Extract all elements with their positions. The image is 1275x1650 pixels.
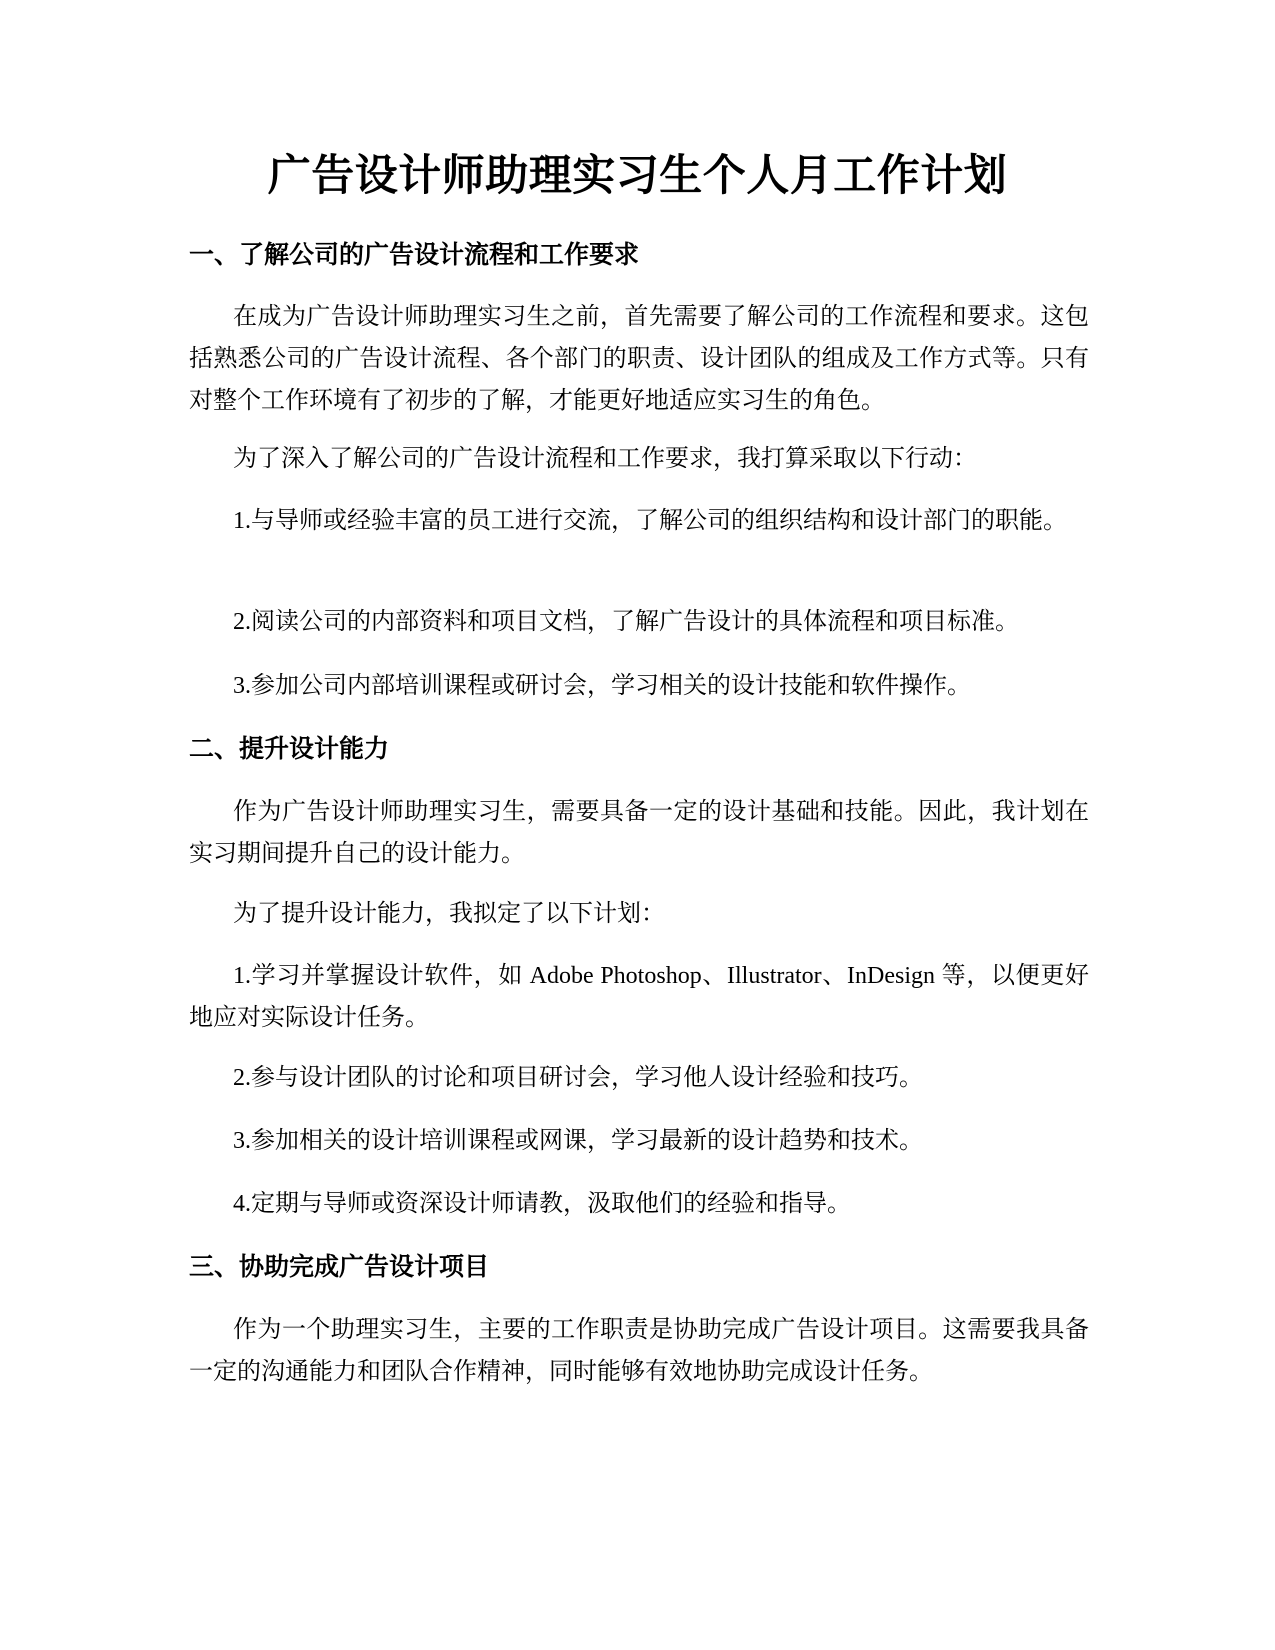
paragraph: 作为广告设计师助理实习生，需要具备一定的设计基础和技能。因此，我计划在实习期间提升自己的设计能力。 [189,799,1089,867]
paragraph: 作为一个助理实习生，主要的工作职责是协助完成广告设计项目。这需要我具备一定的沟通能力和团队合作精神，同时能够有效地协助完成设计任务。 [189,1317,1089,1385]
section-heading-2: 二、提升设计能力 [189,734,390,763]
section-heading-1: 一、了解公司的广告设计流程和工作要求 [189,240,640,269]
paragraph: 在成为广告设计师助理实习生之前，首先需要了解公司的工作流程和要求。这包括熟悉公司的广告设计流程、各个部门的职责、设计团队的组成及工作方式等。只有对整个工作环境有了初步的了解，才能更好地适应实习生的角色。 [189,304,1089,414]
list-item: 4.定期与导师或资深设计师请教，汲取他们的经验和指导。 [233,1191,851,1217]
list-item: 2.阅读公司的内部资料和项目文档，了解广告设计的具体流程和项目标准。 [233,609,1019,635]
list-item: 3.参加公司内部培训课程或研讨会，学习相关的设计技能和软件操作。 [233,673,971,699]
paragraph: 为了提升设计能力，我拟定了以下计划： [233,901,665,927]
paragraph: 为了深入了解公司的广告设计流程和工作要求，我打算采取以下行动： [233,446,977,472]
list-item: 1.学习并掌握设计软件，如 Adobe Photoshop、Illustrator、InDesign 等，以便更好地应对实际设计任务。 [189,963,1089,1031]
list-item: 2.参与设计团队的讨论和项目研讨会，学习他人设计经验和技巧。 [233,1065,923,1091]
list-item: 3.参加相关的设计培训课程或网课，学习最新的设计趋势和技术。 [233,1128,923,1154]
section-heading-3: 三、协助完成广告设计项目 [189,1252,490,1281]
document-title: 广告设计师助理实习生个人月工作计划 [267,151,1008,201]
list-item: 1.与导师或经验丰富的员工进行交流，了解公司的组织结构和设计部门的职能。 [233,508,1067,534]
